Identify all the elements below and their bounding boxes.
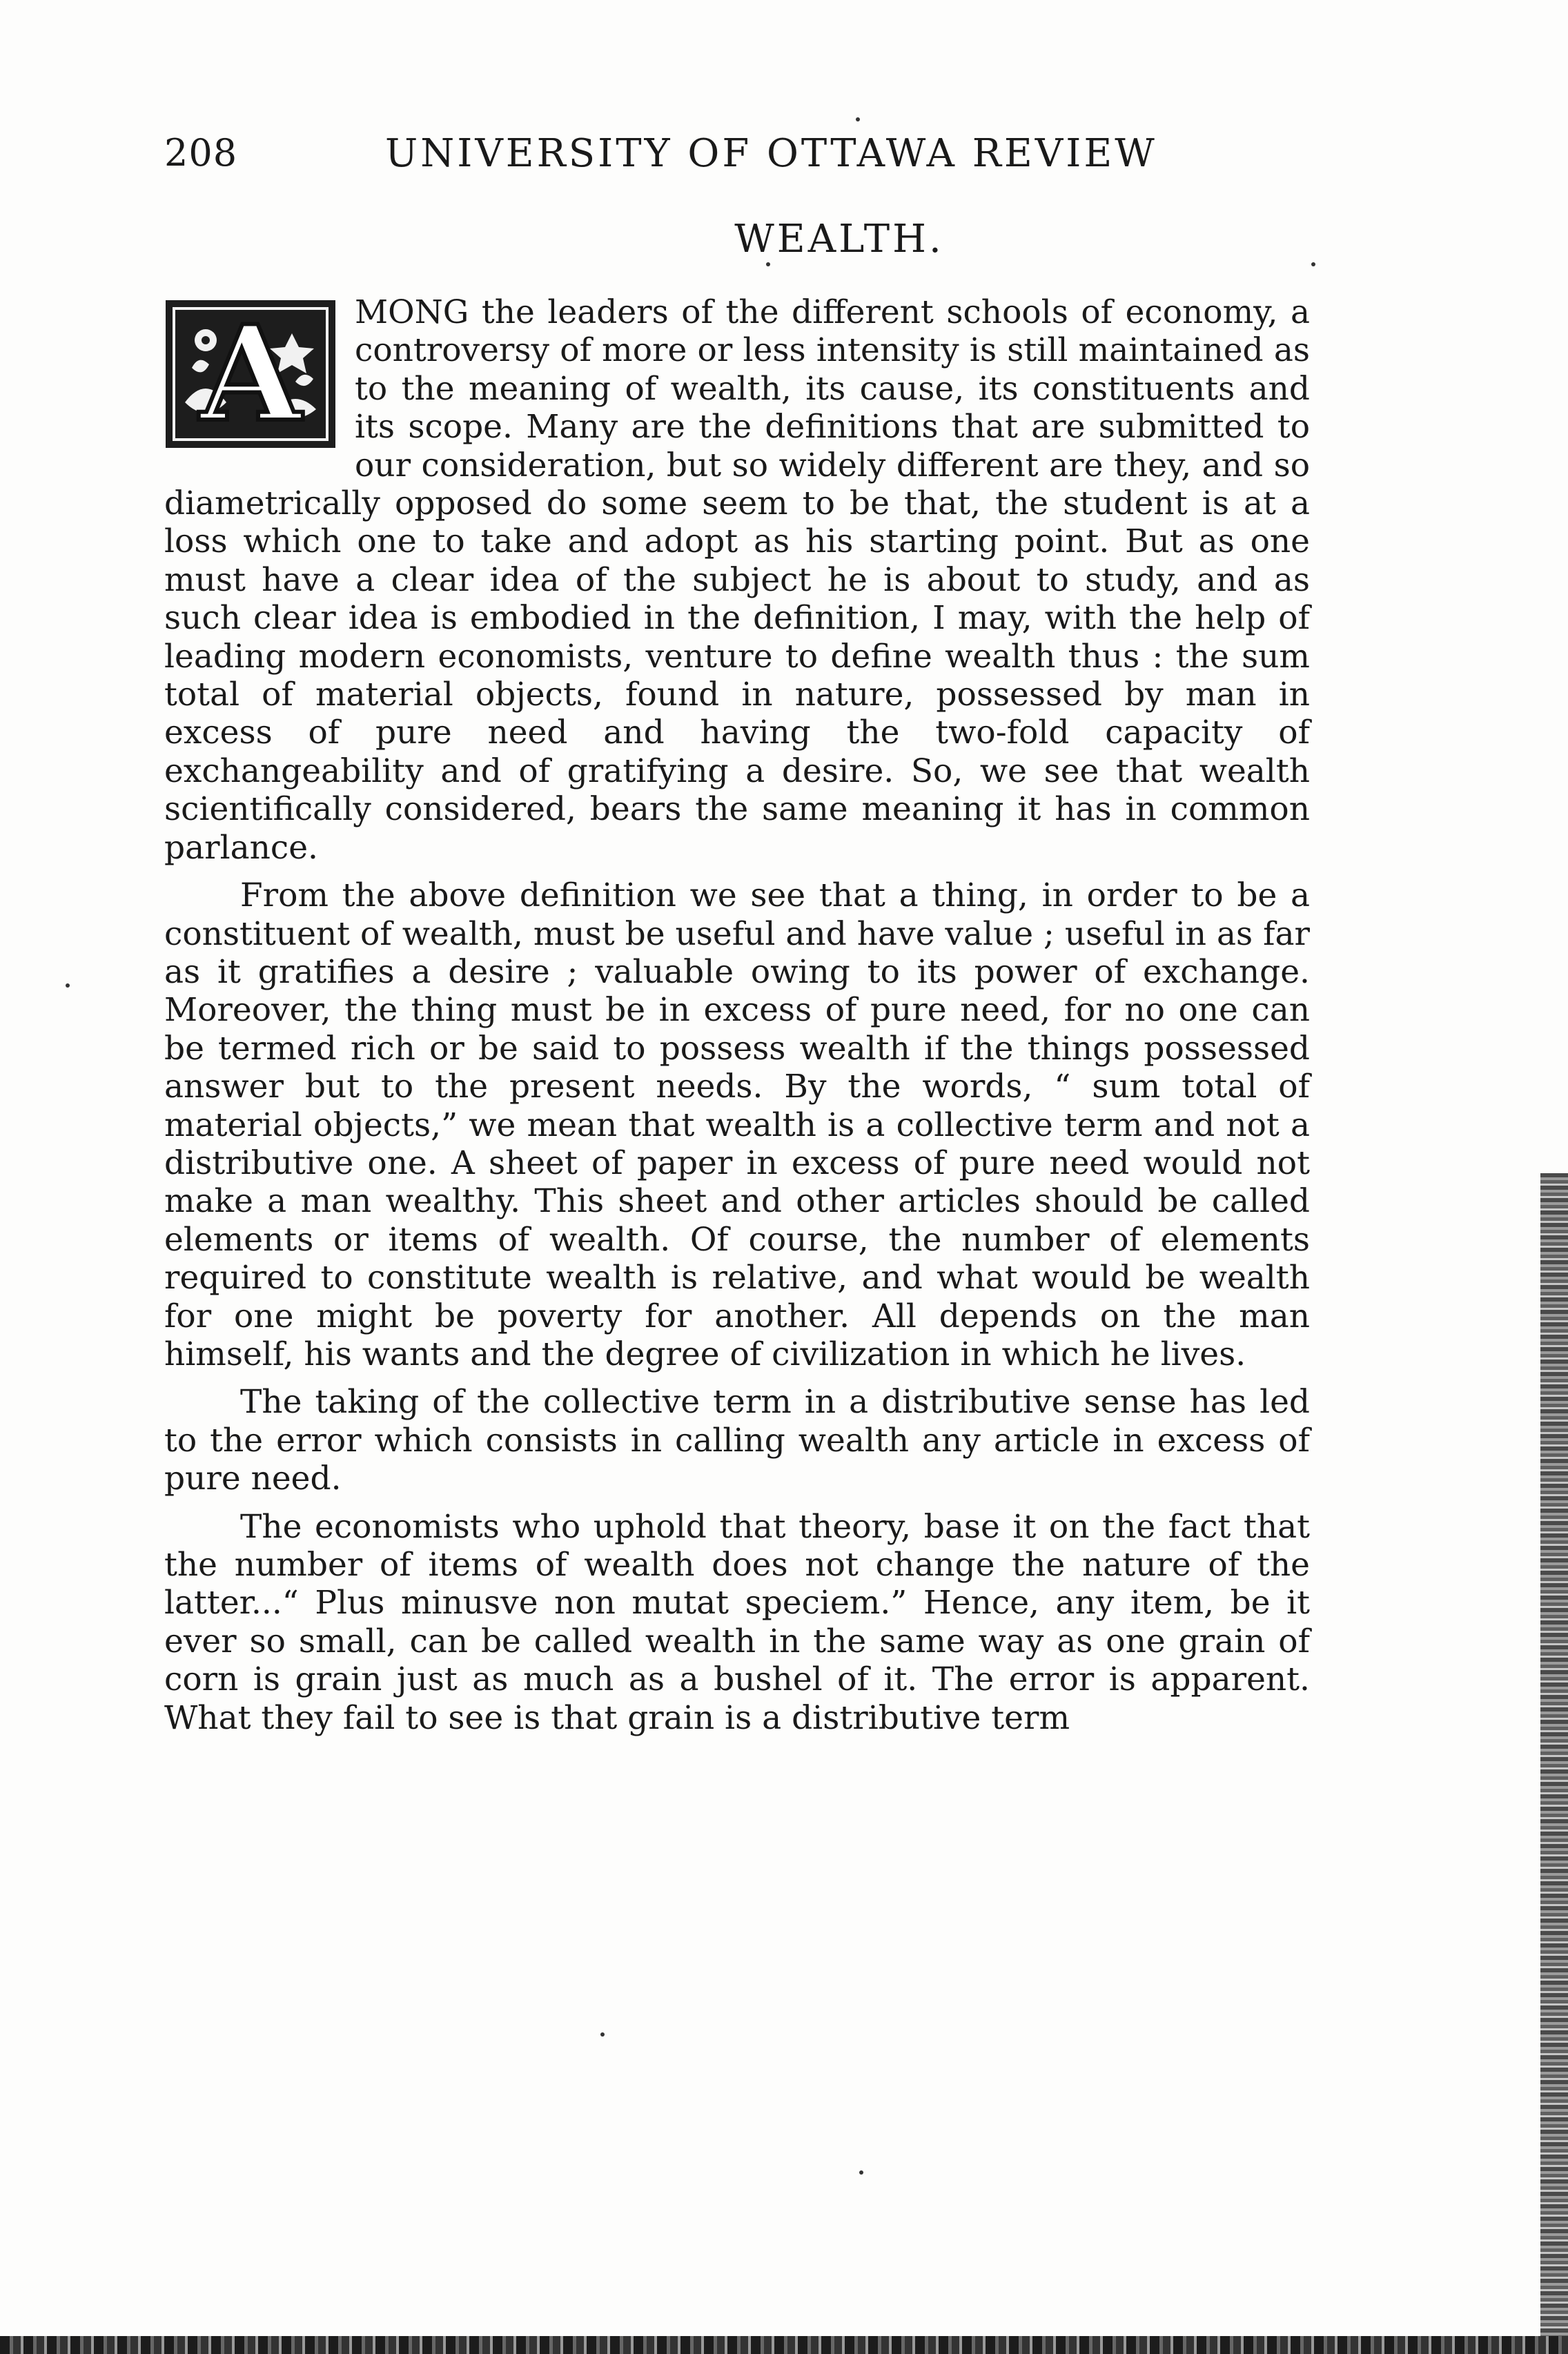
scan-speck xyxy=(856,117,860,121)
paragraph-3: The taking of the collective term in a distributive sense has led to the error which consists in calling wealth any article in excess of pure need. xyxy=(164,1383,1310,1498)
scan-edge-right xyxy=(1540,1173,1568,2354)
paragraph-4: The economists who uphold that theory, base it on the fact that the number of items of wealth does not change the nature of the latter...“ Plus minusve non mutat speciem.” Hence, any item, be it ever so small, can be called wealth in the same way as one grain of corn is grain just as much as a bushel of it. The error is apparent. What they fail to see is that grain is a distributive term xyxy=(164,1507,1310,1737)
article-body xyxy=(164,293,1310,1737)
running-head xyxy=(164,131,1310,186)
scan-speck xyxy=(766,262,770,266)
paragraph-1-text: MONG the leaders of the different schools of economy, a controversy of more or less intensity is still maintained as to the meaning of wealth, its cause, its constituents and its scope. Many are the definitions that are submitted to our consideration, but so widely different are they, and so diametrically opposed do some seem to be that, the student is at a loss which one to take and adopt as his starting point. But as one must have a clear idea of the subject he is about to study, and as such clear idea is embodied in the definition, I may, with the help of leading modern economists, venture to define wealth thus : the sum total of material objects, found in nature, possessed by man in excess of pure need and having the two-fold capacity of exchangeability and of gratifying a desire. So, we see that wealth scientifically considered, bears the same meaning it has in common parlance. xyxy=(164,293,1310,867)
scan-speck xyxy=(859,2170,863,2175)
scan-speck xyxy=(1311,262,1315,266)
scan-edge-bottom xyxy=(0,2336,1568,2354)
article-title: WEALTH. xyxy=(734,217,944,262)
drop-cap-ornament xyxy=(164,299,337,449)
paragraph-2: From the above definition we see that a thing, in order to be a constituent of wealth, must be useful and have value ; useful in as far as it gratifies a desire ; valuable owing to its power of exchange. Moreover, the thing must be in excess of pure need, for no one can be termed rich or be said to possess wealth if the things possessed answer but to the present needs. By the words, “ sum total of material objects,” we mean that wealth is a collective term and not a distributive one. A sheet of paper in excess of pure need would not make a man wealthy. This sheet and other articles should be called elements or items of wealth. Of course, the number of elements required to constitute wealth is relative, and what would be wealth for one might be poverty for another. All depends on the man himself, his wants and the degree of civilization in which he lives. xyxy=(164,876,1310,1373)
paragraph-1 xyxy=(164,293,1310,867)
journal-title: UNIVERSITY OF OTTAWA REVIEW xyxy=(385,131,1157,176)
page-number: 208 xyxy=(164,131,238,175)
scan-speck xyxy=(600,2032,605,2037)
scan-speck xyxy=(66,983,70,988)
drop-cap-letter: A xyxy=(199,297,302,451)
